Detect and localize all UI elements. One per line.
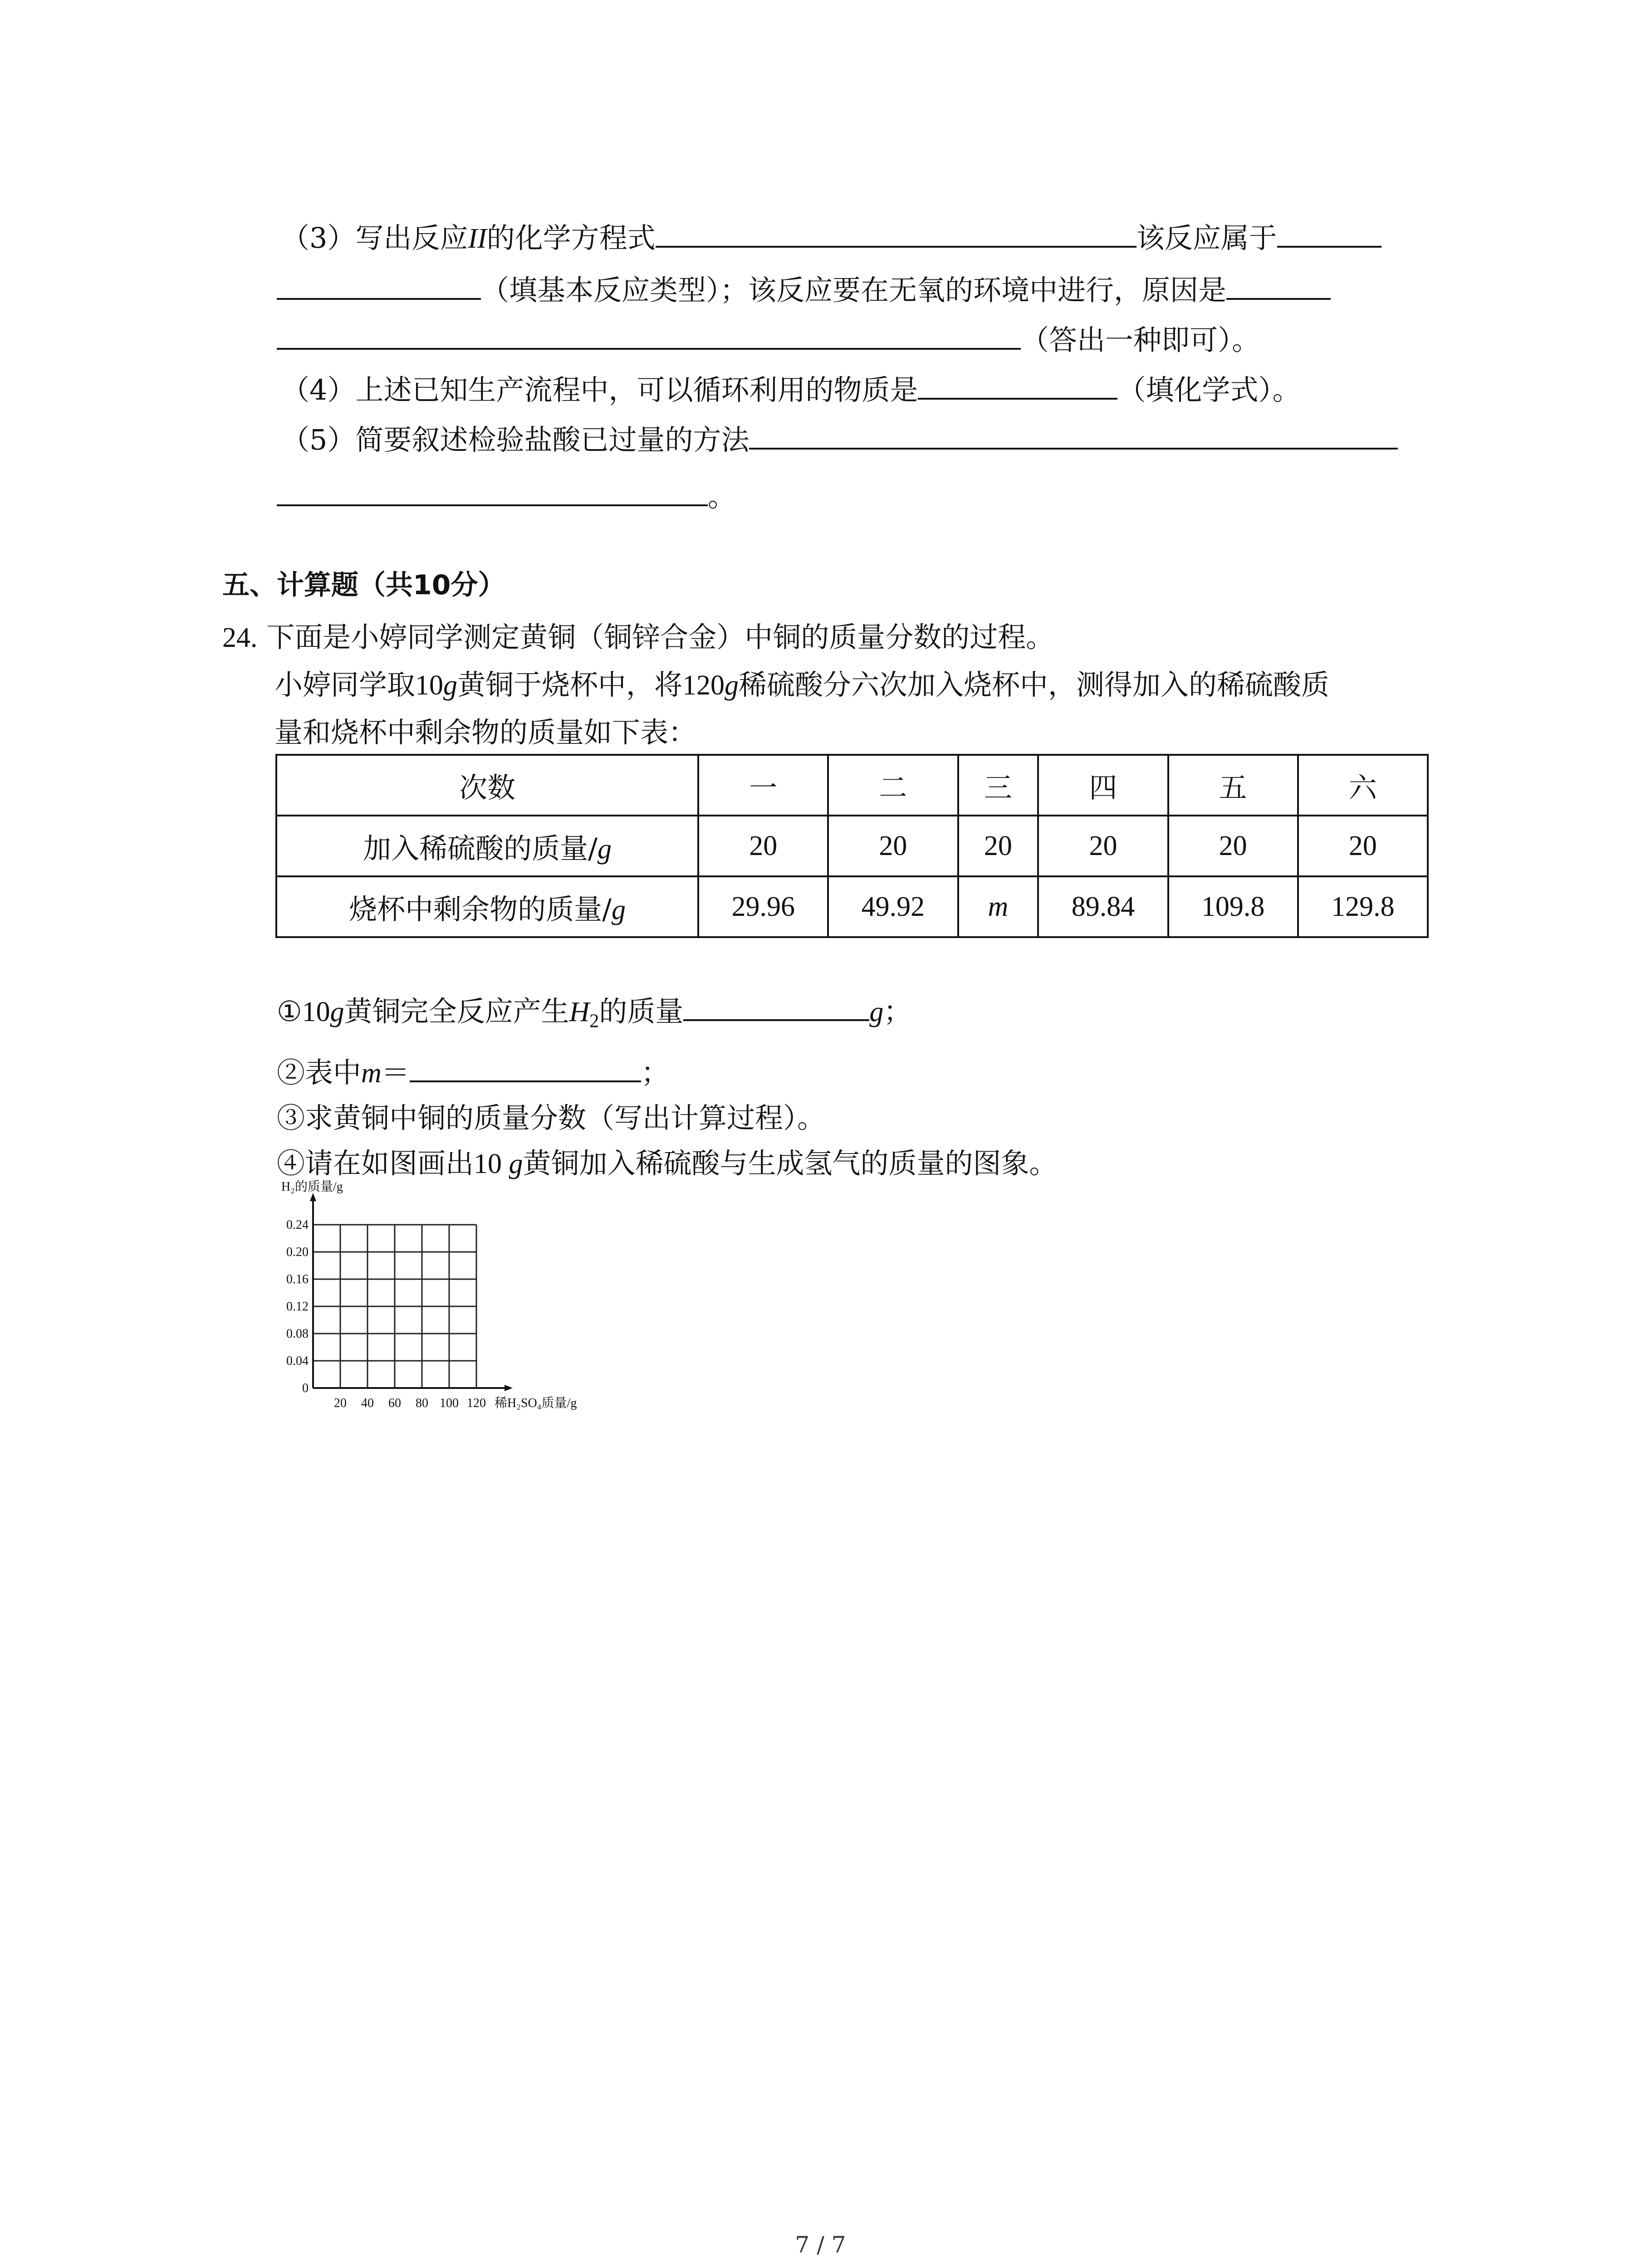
y-tick-label: 0.04 [286,1354,309,1368]
y-axis-label: H₂的质量/g [281,1180,343,1194]
sub4-line [277,1143,1058,1184]
q3-text-line3: （答出一种即可）。 [1021,323,1260,357]
table-row [276,816,1428,876]
q24-p1-num2: 120 [682,670,725,701]
sub2-m: m [361,1058,382,1089]
q24-p1-c: 稀硫酸分六次加入烧杯中，测得加入的稀硫酸质 [739,668,1330,701]
q24-p1-unit2: g [725,670,739,701]
q4-line [281,370,1300,411]
sub2-line [277,1052,669,1094]
q3-type-blank[interactable] [277,270,481,300]
origin-label: 0 [302,1381,309,1395]
x-axis-arrow [505,1385,513,1391]
sub1-text-b: 黄铜完全反应产生 [344,995,569,1028]
y-tick-label: 0.16 [286,1272,309,1286]
row2-label-cell [276,876,698,937]
sub4-unit-g: g [509,1149,523,1179]
q5-text-b: 。 [708,480,736,513]
y-tick-label: 0.12 [286,1300,309,1314]
q24-intro-line [222,617,1054,658]
sub4-num: 10 [474,1149,509,1179]
h2-chart-svg [263,1179,626,1424]
row1-value: 20 [1168,816,1298,876]
y-axis-arrow [310,1193,316,1201]
q24-intro: 下面是小婷同学测定黄铜（铜锌合金）中铜的质量分数的过程。 [266,621,1054,654]
row1-label-cell [276,816,698,876]
table-col-4: 四 [1038,755,1168,816]
row2-label: 烧杯中剩余物的质量/ [349,892,612,926]
q3-type-blank-start[interactable] [1277,218,1381,248]
row1-value: 20 [1038,816,1168,876]
sub1-unit: g [869,997,884,1027]
sub1-marker: ① [277,995,302,1028]
sub2-equals: ＝ [381,1056,410,1089]
row2-value: 49.92 [828,876,958,937]
sub1-answer-blank[interactable] [683,991,869,1021]
sub4-text-b: 黄铜加入稀硫酸与生成氢气的质量的图象。 [523,1147,1058,1180]
q3-reason-blank[interactable] [277,320,1021,350]
table-col-1: 一 [698,755,828,816]
sub1-h: H [569,997,590,1027]
table-col-6: 六 [1298,755,1428,816]
table-row [276,876,1428,937]
q4-text-b: （填化学式）。 [1117,373,1301,406]
sub1-end: ； [883,995,912,1028]
q4-formula-blank[interactable] [918,370,1117,400]
row1-value: 20 [958,816,1038,876]
sub4-text-a: ④请在如图画出 [277,1147,474,1180]
q5-text-a: （5）简要叙述检验盐酸已过量的方法 [281,423,749,456]
sub1-text-c: 的质量 [599,995,684,1028]
table-col-5: 五 [1168,755,1298,816]
q5-line1 [281,420,1398,460]
x-tick-label: 60 [388,1396,401,1410]
section-title-text: 五、计算题（共10分） [222,569,505,601]
q3-reason-blank-start[interactable] [1226,270,1331,300]
q4-text-a: （4）上述已知生产流程中，可以循环利用的物质是 [281,373,918,406]
sub2-text-a: ②表中 [277,1056,362,1089]
x-tick-label: 120 [467,1396,486,1410]
q3-line2 [277,270,1331,311]
x-tick-label: 80 [416,1396,428,1410]
section-title [222,565,505,606]
table-col-2: 二 [828,755,958,816]
x-tick-label: 100 [440,1396,459,1410]
q24-p1-a: 小婷同学取 [274,668,416,701]
q3-text-line2: （填基本反应类型）；该反应要在无氧的环境中进行，原因是 [481,274,1227,307]
row2-unit: g [612,894,626,925]
q3-text-a: （3）写出反应 [281,221,468,254]
q3-text-c: 该反应属于 [1136,221,1277,254]
q5-method-blank-cont[interactable] [277,476,708,506]
row2-value: 29.96 [698,876,828,937]
sub1-unit-g: g [330,997,344,1027]
row1-unit: g [598,833,612,865]
sub1-line [277,991,911,1041]
row2-value-unknown: m [958,876,1038,937]
sub1-num: 10 [302,997,330,1027]
row2-value: 129.8 [1298,876,1428,937]
row2-value: 109.8 [1168,876,1298,937]
q24-para1 [274,665,1329,706]
q3-line1 [281,218,1381,259]
y-tick-label: 0.08 [286,1327,309,1341]
q3-text-b: 的化学方程式 [486,221,656,254]
q3-reaction-label: II [468,223,487,254]
table-col-3: 三 [958,755,1038,816]
row1-value: 20 [698,816,828,876]
y-tick-label: 0.24 [286,1218,309,1232]
page-number: 7 / 7 [795,2232,846,2258]
row1-value: 20 [828,816,958,876]
table-header-label: 次数 [276,755,698,816]
q5-method-blank[interactable] [749,420,1398,450]
q24-p1-b: 黄铜于烧杯中，将 [457,668,683,701]
row2-value: 89.84 [1038,876,1168,937]
q24-p1-num1: 10 [415,670,444,701]
row1-value: 20 [1298,816,1428,876]
data-table [275,754,1429,938]
q3-equation-blank[interactable] [656,218,1136,248]
q24-para2 [274,712,696,753]
sub1-h-subscript: 2 [589,1011,599,1032]
q3-line3 [277,320,1260,361]
table-header-row [276,755,1428,816]
sub2-answer-blank[interactable] [410,1052,641,1082]
q24-number: 24. [222,622,258,653]
y-tick-label: 0.20 [286,1245,309,1259]
h2-chart [263,1179,626,1424]
sub3-line [277,1098,825,1139]
q5-line2 [277,476,736,517]
x-axis-label: 稀H₂SO₄质量/g [495,1396,577,1410]
q24-p2: 量和烧杯中剩余物的质量如下表： [274,716,697,749]
x-tick-label: 20 [334,1396,347,1410]
x-tick-label: 40 [361,1396,374,1410]
row1-label: 加入稀硫酸的质量/ [363,831,598,865]
q24-p1-unit1: g [443,670,458,701]
sub3-text: ③求黄铜中铜的质量分数（写出计算过程）。 [277,1101,826,1134]
sub2-end: ； [641,1056,669,1089]
